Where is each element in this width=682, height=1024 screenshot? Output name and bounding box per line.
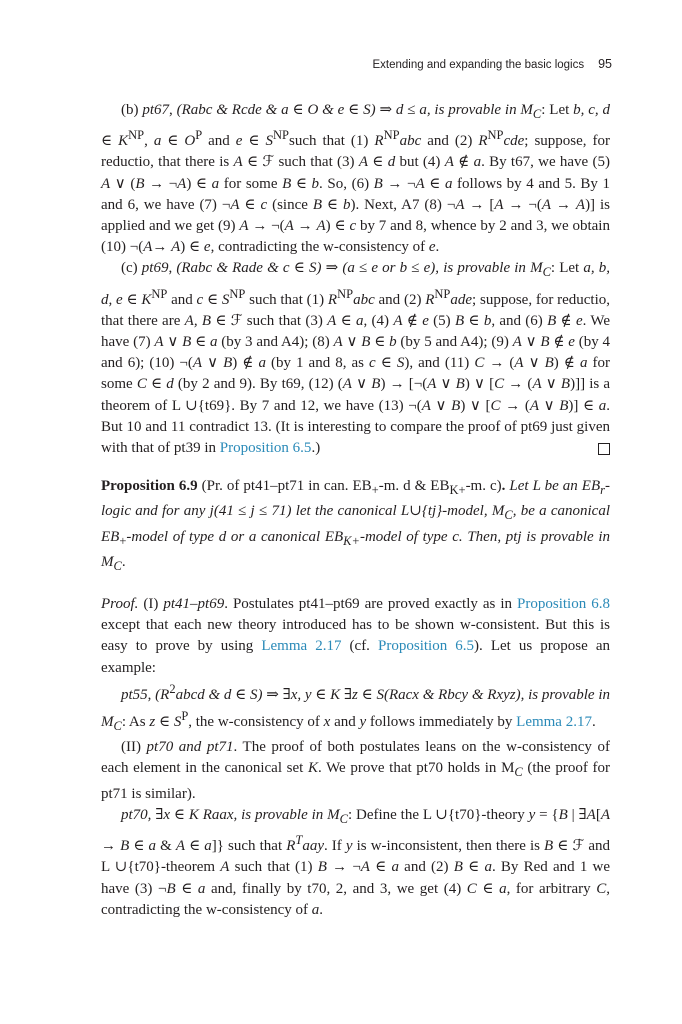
link-proposition-6-5[interactable]: Proposition 6.5 <box>219 440 312 457</box>
running-title: Extending and expanding the basic logics <box>372 59 585 71</box>
running-head <box>372 57 612 71</box>
spacer <box>101 577 610 594</box>
paragraph-pt69: (c) pt69, (Rabc & Rade & c ∈ S) ⇒ (a ≤ e or b ≤ e), is provable in $M_C$: Let a, b, d, e ∈ $K^{NP}$ and c ∈ $S^{NP}$ such that (1) $R^{NP}abc$ and (2) $R^{NP}ade$; suppose, for reductio, that there are A, B ∈ ℱ such that (3) A ∈ a, (4) A ∉ e (5) B ∈ b, and (6) B ∉ e. We have (7) A ∨ B ∈ a (by 3 and A4); (8) A ∨ B ∈ b (by 5 and A4); (9) A ∨ B ∉ e (by 4 and 6); (10) ¬(A ∨ B) ∉ a (by 1 and 8, as c ∈ S), and (11) C → (A ∨ B) ∉ a for some C ∈ d (by 2 and 9). By t69, (12) (A ∨ B) → [¬(A ∨ B) ∨ [C → (A ∨ B)]] is a theorem of L ∪{t69}. By 7 and 12, we have (13) ¬(A ∨ B) ∨ [C → (A ∨ B)] ∈ a. But 10 and 11 contradict 13. (It is interesting to compare the proof of pt69 just given with that of pt39 in Proposition 6.5.) <box>101 260 611 457</box>
link-lemma-2-17-b[interactable]: Lemma 2.17 <box>516 714 592 731</box>
proof-paragraph-2: (II) pt70 and pt71. The proof of both postulates leans on the w-consistency of each element in the canonical set K. We prove that pt70 holds in $M_C$ (the proof for pt71 is similar). <box>101 739 610 802</box>
main-text <box>101 100 610 921</box>
link-proposition-6-5-b[interactable]: Proposition 6.5 <box>378 638 475 655</box>
paragraph-pt67: (b) pt67, (Rabc & Rcde & a ∈ O & e ∈ S) ⇒ d ≤ a, is provable in $M_C$: Let b, c, d ∈ $K^{NP}$, a ∈ $O^P$ and e ∈ $S^{NP}such$ that (1) $R^{NP}abc$ and (2) $R^{NP}cde$; suppose, for reductio, that there is A ∈ ℱ such that (3) A ∈ d but (4) A ∉ a. By t67, we have (5) A ∨ (B → ¬A) ∈ a for some B ∈ b. So, (6) B → ¬A ∈ a follows by 4 and 5. By 1 and 6, we have (7) ¬A ∈ c (since B ∈ b). Next, A7 (8) ¬A → [A → ¬(A → A)] is applied and we get (9) A → ¬(A → A) ∈ c by 7 and 8, whence by 2 and 3, we obtain (10) ¬(A→ A) ∈ e, contradicting the w-consistency of e. <box>101 102 611 256</box>
proof-paragraph-pt70: pt70, ∃x ∈ K Raax, is provable in $M_C$: Define the L ∪{t70}-theory y = {B | ∃A[A → B ∈ a & A ∈ a]} such that $R^Taay$. If y is w-inconsistent, then there is B ∈ ℱ and L ∪{t70}-theorem A such that (1) B → ¬A ∈ a and (2) B ∈ a. By Red and 1 we have (3) ¬B ∈ a and, finally by t70, 2, and 3, we get (4) C ∈ a, for arbitrary C, contradicting the w-consistency of a. <box>101 806 611 918</box>
spacer <box>101 459 610 476</box>
proof-paragraph-1: Proof. (I) pt41–pt69. Postulates pt41–pt69 are proved exactly as in Proposition 6.8 except that each new theory introduced has to be shown w-consistent. But this is easy to prove by using Lemma 2.17 (cf. Proposition 6.5). Let us propose an example: <box>101 596 611 676</box>
square-qed-icon <box>598 443 610 455</box>
proposition-label: Proposition 6.9 <box>101 478 198 495</box>
page-number: 95 <box>598 57 612 71</box>
link-proposition-6-8[interactable]: Proposition 6.8 <box>517 596 610 613</box>
proposition-statement: Proposition 6.9 (Pr. of pt41–pt71 in can. $EB_+-m$. d & $EB_{K+}-m$. c). Let L be an $EB_r$-logic and for any j(41 ≤ j ≤ 71) let the canonical L∪{tj}-model, $M_C$, be a canonical $EB_+$-model of type d or a canonical $EB_{K+}$-model of type c. Then, ptj is provable in $M_C$. <box>101 478 611 573</box>
proof-example-pt55: pt55, ($R^2abcd$ & d ∈ S) ⇒ ∃x, y ∈ K ∃z ∈ S(Racx & Rbcy & Rxyz), is provable in $M_C$: As z ∈ $S^P$, the w-consistency of x and y follows immediately by Lemma 2.17. <box>101 681 611 734</box>
link-lemma-2-17[interactable]: Lemma 2.17 <box>261 638 342 655</box>
